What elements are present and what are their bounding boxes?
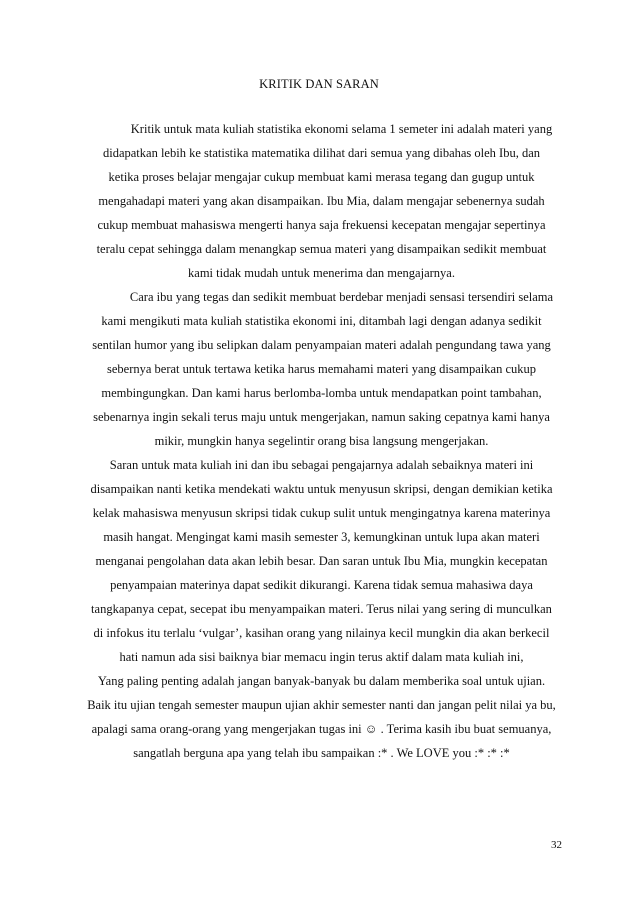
text-line: Kritik untuk mata kuliah statistika ekonomi selama 1 semeter ini adalah materi yang [130,122,553,136]
text-line: di infokus itu terlalu ‘vulgar’, kasihan orang yang nilainya kecil mungkin dia akan berkecil [93,626,550,640]
text-line: sebernya berat untuk tertawa ketika harus memahami materi yang disampaikan cukup [106,362,536,376]
text-line: disampaikan nanti ketika mendekati waktu untuk menyusun skripsi, dengan demikian ketika [90,482,553,496]
text-line: kelak mahasiswa menyusun skripsi tidak cukup sulit untuk mengingatnya karena materinya [92,506,551,520]
text-line: didapatkan lebih ke statistika matematika dilihat dari semua yang dibahas oleh Ibu, dan [102,146,541,160]
text-line: penyampaian materinya dapat sedikit dikurangi. Karena tidak semua mahasiwa daya [110,578,533,592]
text-line: tangkapanya cepat, secepat ibu menyampaikan materi. Terus nilai yang sering di munculkan [91,602,552,616]
text-line: Baik itu ujian tengah semester maupun ujian akhir semester nanti dan jangan pelit nilai ya bu, [87,698,556,712]
body-text [70,117,573,765]
text-line: membingungkan. Dan kami harus berlomba-lomba untuk mendapatkan point tambahan, [101,386,542,400]
text-line: teralu cepat sehingga dalam menangkap semua materi yang disampaikan sedikit membuat [96,242,547,256]
text-line: sebenarnya ingin sekali terus maju untuk mengerjakan, namun saking cepatnya kami hanya [93,410,550,424]
text-line: kami mengikuti mata kuliah statistika ekonomi ini, ditambah lagi dengan adanya sedikit [101,314,542,328]
text-line: hati namun ada sisi baiknya biar memacu ingin terus aktif dalam mata kuliah ini, [119,650,524,664]
text-line: sangatlah berguna apa yang telah ibu sampaikan :* . We LOVE you :* :* :* [133,746,510,760]
text-line: mikir, mungkin hanya segelintir orang bisa langsung mengerjakan. [154,434,489,448]
text-line: Cara ibu yang tegas dan sedikit membuat berdebar menjadi sensasi tersendiri selama [129,290,554,304]
text-line: kami tidak mudah untuk menerima dan mengajarnya. [188,266,455,280]
text-line: apalagi sama orang-orang yang mengerjakan tugas ini ☺ . Terima kasih ibu buat semuanya, [91,722,552,736]
page-title: KRITIK DAN SARAN [259,77,379,91]
page-number: 32 [551,839,562,851]
text-line: Saran untuk mata kuliah ini dan ibu sebagai pengajarnya adalah sebaiknya materi ini [109,458,534,472]
text-line: cukup membuat mahasiswa mengerti hanya saja frekuensi kecepatan mengajar sepertinya [97,218,546,232]
text-line: sentilan humor yang ibu selipkan dalam penyampaian materi adalah pengundang tawa yang [92,338,551,352]
text-line: menganai pengolahan data akan lebih besar. Dan saran untuk Ibu Mia, mungkin kecepatan [95,554,548,568]
text-line: Yang paling penting adalah jangan banyak-banyak bu dalam memberika soal untuk ujian. [97,674,546,688]
text-line: masih hangat. Mengingat kami masih semester 3, kemungkinan untuk lupa akan materi [103,530,540,544]
text-line: mengahadapi materi yang akan disampaikan. Ibu Mia, dalam mengajar sebenernya sudah [98,194,545,208]
text-line: ketika proses belajar mengajar cukup membuat kami merasa tegang dan gugup untuk [108,170,535,184]
